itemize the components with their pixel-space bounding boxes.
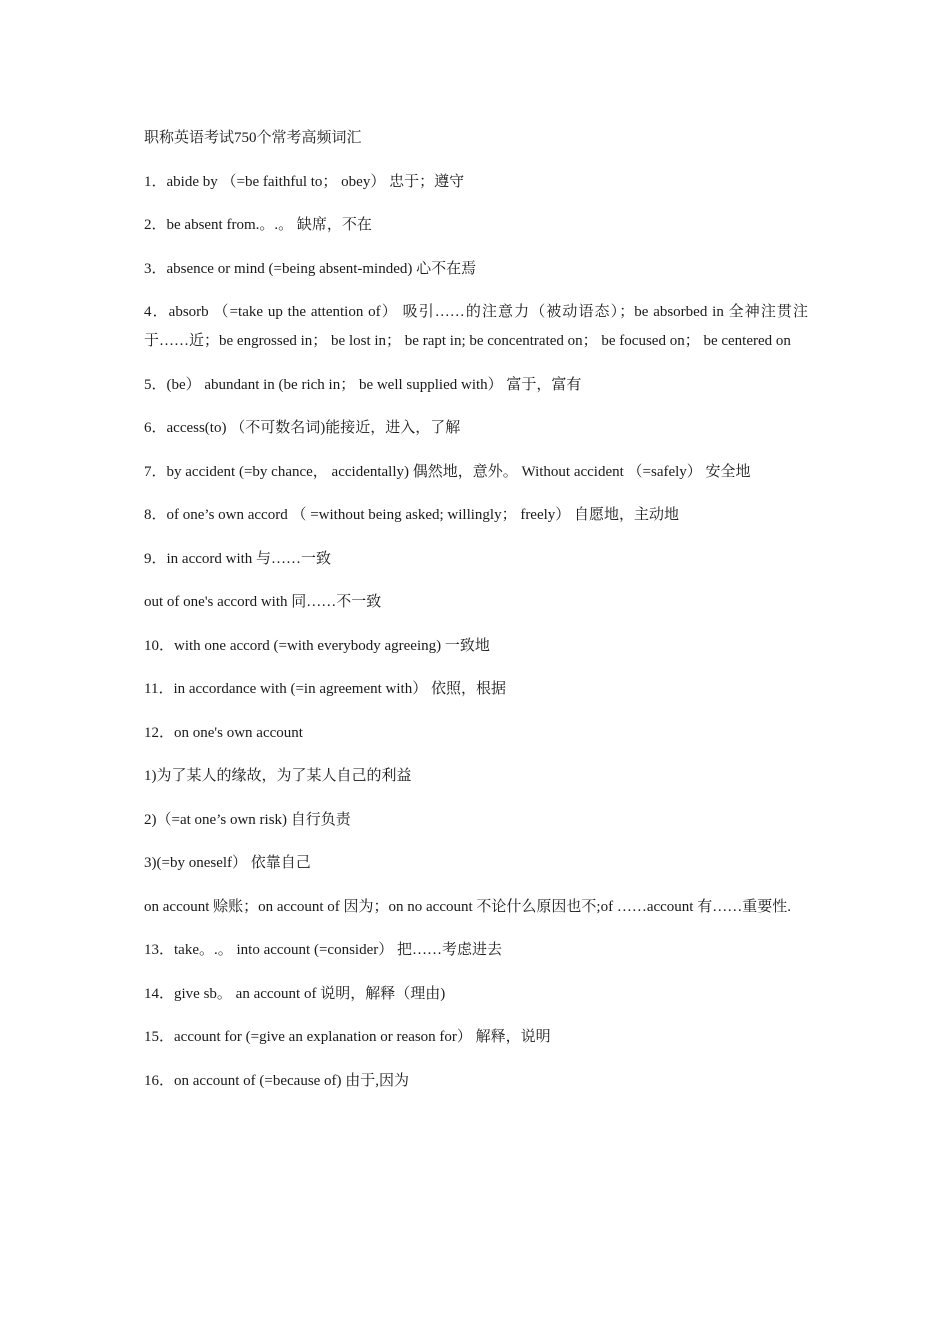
entry-12-related: on account 赊账；on account of 因为；on no account 不论什么原因也不;of ……account 有……重要性. [144,898,791,915]
entry-9: 9．in accord with 与……一致 [144,550,332,567]
entry-5: 5．(be） abundant in (be rich in； be well supplied with） 富于，富有 [144,376,582,393]
entry-15: 15．account for (=give an explanation or reason for） 解释，说明 [144,1029,551,1045]
entry-10: 10．with one accord (=with everybody agreeing) 一致地 [144,637,490,654]
entry-4: 4．absorb （=take up the attention of） 吸引……的注意力（被动语态）；be absorbed in 全神注贯注于……近；be engrossed in； be lost in； be rapt in; be concentrated on； be focused on； be centered on [144,304,808,349]
entry-9-sub: out of one's accord with 同……不一致 [144,594,382,610]
entry-12-sense-3: 3)(=by oneself） 依靠自己 [144,855,311,871]
document-title: 职称英语考试750个常考高频词汇 [144,130,362,146]
entry-3: 3．absence or mind (=being absent-minded) 心不在焉 [144,260,477,277]
entry-16: 16．on account of (=because of) 由于,因为 [144,1072,410,1089]
entry-12-sense-2: 2)（=at one’s own risk) 自行负责 [144,811,351,828]
entry-11: 11．in accordance with (=in agreement with） 依照，根据 [144,681,506,697]
document-page [144,124,808,1110]
entry-2: 2．be absent from.。.。 缺席，不在 [144,217,372,233]
entry-8: 8．of one’s own accord （ =without being asked; willingly； freely） 自愿地，主动地 [144,507,680,523]
entry-6: 6．access(to) （不可数名词)能接近，进入，了解 [144,420,461,436]
entry-14: 14．give sb。 an account of 说明，解释（理由) [144,985,446,1002]
entry-12-sense-1: 1)为了某人的缘故，为了某人自己的利益 [144,768,412,784]
entry-1: 1．abide by （=be faithful to； obey） 忠于；遵守 [144,173,465,190]
entry-12: 12．on one's own account [144,724,303,741]
entry-7: 7．by accident (=by chance， accidentally) 偶然地，意外。 Without accident （=safely） 安全地 [144,463,751,480]
entry-13: 13．take。.。 into account (=consider） 把……考虑进去 [144,942,502,958]
